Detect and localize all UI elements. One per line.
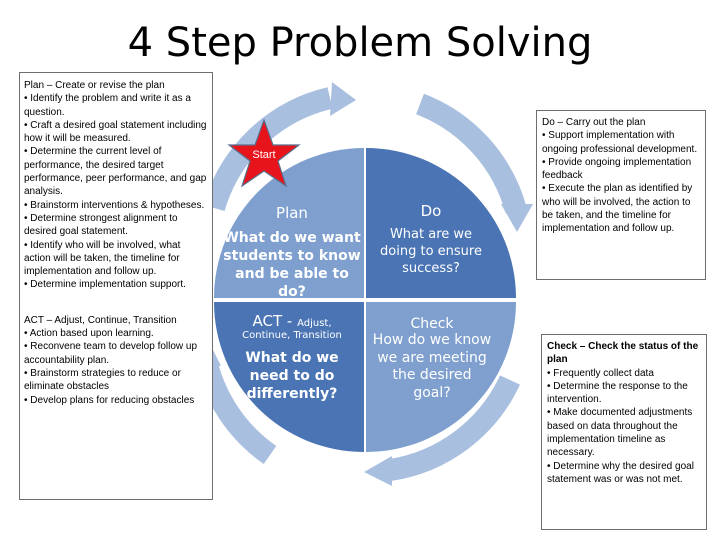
plan-item: • Identify who will be involved, what action will be taken, the timeline for implementation and follow up.	[24, 239, 181, 278]
quadrant-check-text	[372, 316, 492, 402]
check-question: How do we know we are meeting the desired goal?	[372, 332, 492, 401]
act-sub1: Adjust,	[297, 318, 332, 329]
do-textbox	[536, 110, 706, 280]
quadrant-plan-text	[222, 204, 362, 301]
plan-heading: Plan – Create or revise the plan	[24, 80, 165, 91]
plan-item: • Brainstorm interventions & hypotheses.	[24, 199, 205, 211]
act-item: • Brainstorm strategies to reduce or eliminate obstacles	[24, 367, 181, 393]
quadrant-act-text	[222, 312, 362, 403]
plan-item: • Determine the current level of performance, the desired target performance, peer performance, and gap analysis.	[24, 146, 207, 198]
plan-item: • Craft a desired goal statement including how it will be measured.	[24, 119, 207, 145]
do-item: • Provide ongoing implementation feedback	[542, 156, 692, 182]
do-heading: Do – Carry out the plan	[542, 117, 646, 128]
plan-act-textbox	[19, 72, 213, 500]
act-section	[24, 314, 208, 407]
arrowhead-right	[501, 204, 533, 232]
act-heading: ACT – Adjust, Continue, Transition	[24, 314, 177, 326]
plan-label: Plan	[276, 204, 308, 222]
act-item: • Develop plans for reducing obstacles	[24, 394, 195, 406]
act-sub2: Continue, Transition	[242, 330, 342, 341]
plan-item: • Identify the problem and write it as a question.	[24, 93, 191, 118]
act-label-line	[222, 312, 362, 330]
do-item: • Execute the plan as identified by who will be involved, the action to be taken, and the timeline for implementation and follow up.	[542, 183, 693, 235]
arrowhead-top	[330, 82, 356, 116]
start-label: Start	[252, 149, 276, 161]
check-item: • Determine the response to the intervention.	[547, 380, 688, 406]
act-item: • Reconvene team to develop follow up accountability plan.	[24, 341, 198, 366]
arrowhead-bottom	[364, 456, 392, 486]
check-item: • Make documented adjustments based on data throughout the implementation timeline as necessary.	[547, 407, 693, 459]
check-item: • Frequently collect data	[547, 367, 654, 379]
plan-item: • Determine implementation support.	[24, 279, 186, 291]
act-item: • Action based upon learning.	[24, 328, 154, 340]
page-title: 4 Step Problem Solving	[127, 20, 593, 66]
act-label: ACT -	[252, 312, 293, 330]
check-heading: Check – Check the status of the plan	[547, 341, 699, 366]
check-item: • Determine why the desired goal statement was or was not met.	[547, 460, 694, 485]
do-label: Do	[420, 202, 442, 220]
check-label: Check	[410, 316, 454, 332]
check-textbox	[541, 334, 707, 530]
quadrant-do-text	[372, 202, 490, 277]
plan-section	[24, 79, 208, 292]
plan-item: • Determine strongest alignment to desired goal statement.	[24, 212, 178, 238]
act-question: What do we need to do differently?	[245, 350, 339, 402]
do-item: • Support implementation with ongoing professional development.	[542, 130, 698, 155]
do-question: What are we doing to ensure success?	[380, 227, 482, 276]
plan-question: What do we want students to know and be able to do?	[223, 230, 361, 300]
